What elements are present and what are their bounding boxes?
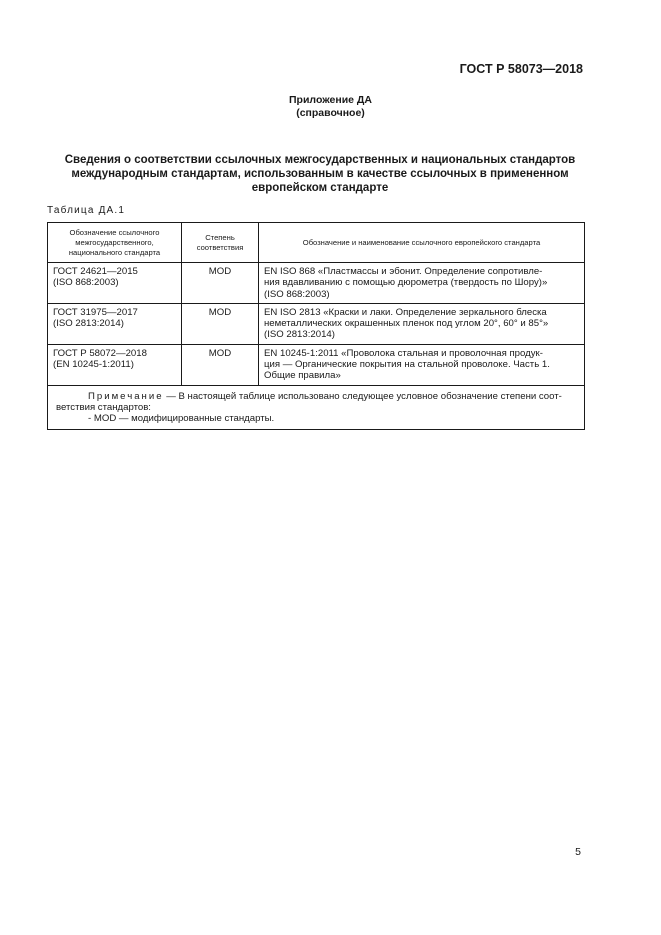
- cell-degree: MOD: [182, 303, 259, 344]
- section-heading-line: международным стандартам, использованным в качестве ссылочных в примененном: [71, 168, 569, 180]
- cell-degree: MOD: [182, 344, 259, 385]
- section-heading-line: Сведения о соответствии ссылочных межгосударственных и национальных стандартов: [64, 154, 576, 166]
- cell-line: Общие правила»: [264, 370, 341, 382]
- appendix-subtitle: (справочное): [296, 107, 365, 119]
- cell-line: (EN 10245-1:2011): [53, 359, 134, 371]
- section-heading: [60, 153, 580, 195]
- note-label: Примечание: [88, 390, 164, 402]
- cell-line: EN 10245-1:2011 «Проволока стальная и проволочная продук-: [264, 347, 543, 359]
- table-note-row: [48, 385, 585, 429]
- note-line: [56, 391, 576, 402]
- page-number: 5: [575, 846, 581, 858]
- header-european-standard: [259, 223, 585, 263]
- correspondence-table: [47, 222, 585, 430]
- cell-description: [259, 303, 585, 344]
- note-item: - MOD — модифицированные стандарты.: [88, 413, 275, 425]
- table-row: [48, 263, 585, 304]
- cell-description: [259, 344, 585, 385]
- cell-line: ГОСТ 24621—2015: [53, 266, 138, 277]
- header-line: Степень: [205, 232, 235, 242]
- header-line: межгосударственного,: [75, 237, 154, 247]
- header-designation: [48, 223, 182, 263]
- table-note: [48, 385, 585, 429]
- cell-line: EN ISO 868 «Пластмассы и эбонит. Определение сопротивле-: [264, 266, 543, 277]
- cell-degree: MOD: [182, 263, 259, 304]
- appendix-title: Приложение ДА: [289, 94, 372, 106]
- cell-line: (ISO 868:2003): [264, 288, 330, 300]
- cell-line: ция — Органические покрытия на стальной проволоке. Часть 1.: [264, 359, 550, 371]
- table-caption: Таблица ДА.1: [47, 205, 126, 216]
- table-row: [48, 303, 585, 344]
- cell-designation: [48, 344, 182, 385]
- cell-line: ГОСТ 31975—2017: [53, 306, 138, 318]
- standard-code: ГОСТ Р 58073—2018: [459, 62, 583, 76]
- cell-description: [259, 263, 585, 304]
- section-heading-line: европейском стандарте: [251, 182, 389, 194]
- note-line: ветствия стандартов:: [56, 401, 151, 413]
- cell-line: ГОСТ Р 58072—2018: [53, 347, 147, 359]
- header-line: национального стандарта: [68, 247, 161, 257]
- header-line: соответствия: [196, 242, 244, 252]
- cell-line: неметаллических окрашенных пленок под углом 20°, 60° и 85°»: [264, 318, 549, 330]
- cell-line: (ISO 2813:2014): [53, 318, 124, 330]
- cell-line: (ISO 868:2003): [53, 277, 119, 289]
- cell-designation: [48, 263, 182, 304]
- cell-line: (ISO 2813:2014): [264, 329, 335, 341]
- cell-designation: [48, 303, 182, 344]
- appendix-heading: [0, 94, 661, 120]
- header-line: Обозначение и наименование ссылочного европейского стандарта: [302, 237, 541, 247]
- cell-line: EN ISO 2813 «Краски и лаки. Определение зеркального блеска: [264, 306, 547, 318]
- table-row: [48, 344, 585, 385]
- note-text: — В настоящей таблице использовано следующее условное обозначение степени соот-: [163, 390, 562, 402]
- table-header-row: [48, 223, 585, 263]
- table-container: [47, 222, 584, 430]
- cell-line: ния вдавливанию с помощью дюрометра (твердость по Шору)»: [264, 277, 548, 289]
- header-line: Обозначение ссылочного: [69, 227, 160, 237]
- header-degree: [182, 223, 259, 263]
